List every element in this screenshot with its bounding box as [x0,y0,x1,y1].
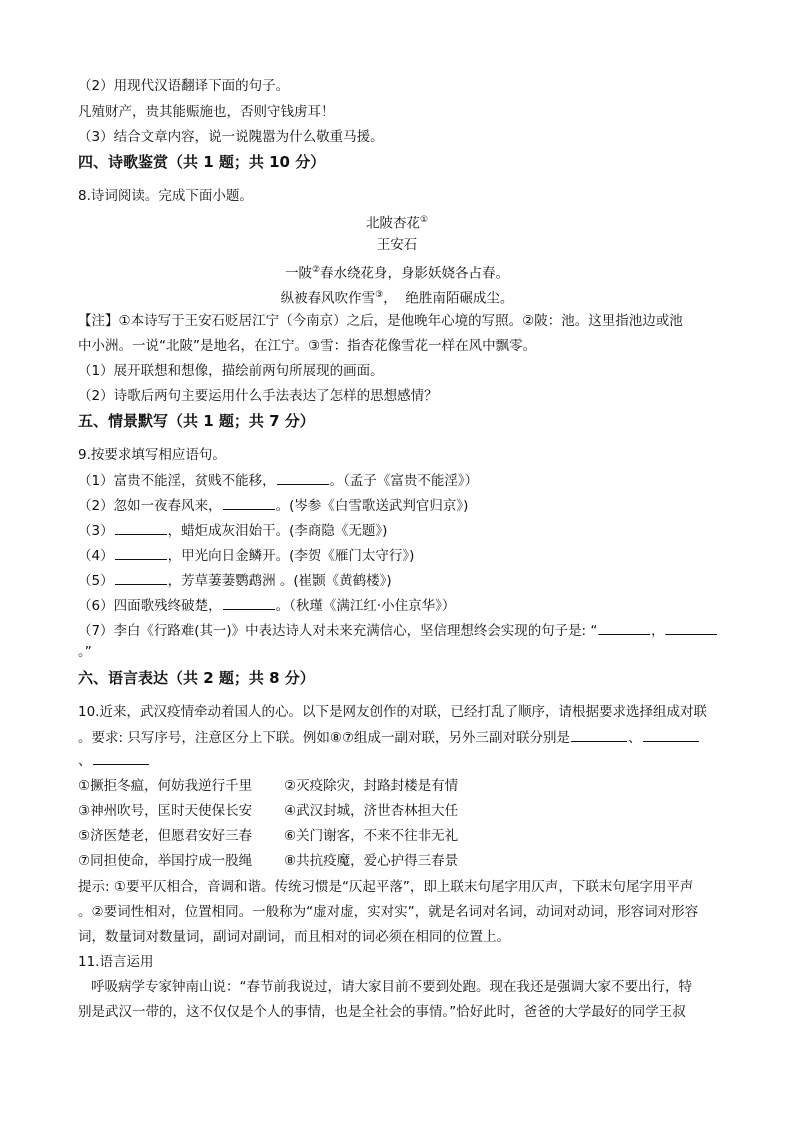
answer-blank[interactable] [115,545,167,560]
q10-line-3 [78,750,150,771]
poem-note-line-1: 【注】①本诗写于王安石贬居江宁（今南京）之后，是他晚年心境的写照。②陂：池。这里指池边或池 [78,313,683,329]
q8-sub2: （2）诗歌后两句主要运用什么手法表达了怎样的思想感情？ [78,388,438,404]
q9-item-5 [78,570,392,591]
section-4-title: 四、诗歌鉴赏（共 1 题；共 10 分） [78,153,326,171]
answer-blank[interactable] [93,750,149,765]
q10-tip-1: 提示: ①要平仄相合，音调和谐。传统习惯是“仄起平落”，即上联末句尾字用仄声，下联末句尾字用平声 [78,879,694,895]
section-6-title: 六、语言表达（共 2 题；共 8 分） [78,669,315,687]
q10-tip-3: 词，数量词对数量词，副词对副词，而且相对的词必须在相同的位置上。 [78,929,510,945]
poem-line-1-a: 一陂 [284,265,312,282]
q9-item-1 [78,470,478,491]
q9-item-4-text: （4） [78,548,114,564]
q9-item-7-end: 。” [78,644,92,660]
couplet-2: ②灭疫除灾，封路封楼是有情 [284,778,459,794]
q10-line-1: 10.近来，武汉疫情牵动着国人的心。以下是网友创作的对联，已经打乱了顺序，请根据要求选择组成对联 [78,704,707,720]
note-mark-1: ① [419,215,429,225]
answer-blank[interactable] [598,620,650,635]
answer-blank[interactable] [223,595,275,610]
couplet-4: ④武汉封城，济世杏林担大任 [284,803,459,819]
q10-separator: 、 [628,730,642,746]
q11-paragraph-line-2: 别是武汉一带的，这不仅仅是个人的事情，也是全社会的事情。”恰好此时，爸爸的大学最好的同学王叔 [78,1004,686,1020]
answer-blank[interactable] [115,570,167,585]
q11-title: 11.语言运用 [78,954,154,970]
couplet-5: ⑤济医楚老，但愿君安好三春 [78,828,253,844]
q9-item-7-comma: ， [651,623,665,639]
note-mark-3: ③ [375,290,384,300]
poem-note-line-2: 中小洲。一说“北陂”是地名，在江宁。③雪：指杏花像雪花一样在风中飘零。 [78,338,537,354]
q10-tip-2: 。②要词性相对，位置相同。一般称为“虚对虚，实对实”，就是名词对名词，动词对动词，形容词对形容 [78,904,699,920]
q9-item-3-text: （3） [78,523,114,539]
q11-paragraph-line-1: 呼吸病学专家钟南山说：“春节前我说过，请大家目前不要到处跑。现在我还是强调大家不要出行，特 [91,979,692,995]
poem-line-1-b: 春水绕花身，身影妖娆各占春。 [320,265,510,282]
q9-item-4-source: ，甲光向日金鳞开。(李贺《雁门太守行》) [167,548,415,564]
couplet-3: ③神州吹号，匡时天使保长安 [78,803,253,819]
q9-item-6-text: （6）四面歌残终破楚， [78,598,222,614]
couplet-8: ⑧共抗疫魔，爱心护得三春景 [284,853,459,869]
poem-author: 王安石 [376,237,418,253]
answer-blank[interactable] [277,470,329,485]
couplet-7: ⑦同担使命，举国拧成一股绳 [78,853,253,869]
q9-item-2-source: 。(岑参《白雪歌送武判官归京》) [275,498,469,514]
couplet-6: ⑥关门谢客，不来不往非无礼 [284,828,459,844]
q9-item-5-source: ，芳草萋萋鹦鹉洲 。(崔颢《黄鹤楼》) [167,573,392,589]
q9-item-2 [78,495,468,516]
q10-separator: 、 [78,753,92,769]
answer-blank[interactable] [666,620,718,635]
note-mark-2: ② [311,265,321,275]
q9-item-3 [78,520,387,541]
poem-title: 北陂杏花 [365,215,420,232]
q9-item-4 [78,545,414,566]
q9-intro: 9.按要求填写相应语句。 [78,447,226,463]
q9-item-1-source: 。（孟子《富贵不能淫》） [329,473,479,489]
couplet-1: ①撅拒冬瘟，何妨我逆行千里 [78,778,253,794]
q9-item-7 [78,620,718,641]
q9-item-7-text: （7）李白《行路难(其一)》中表达诗人对未来充满信心，坚信理想终会实现的句子是: “ [78,623,598,639]
poem-line-2-b: ， 绝胜南陌碾成尘。 [383,290,514,307]
q9-item-1-text: （1）富贵不能淫，贫贱不能移， [78,473,276,489]
q7-sub3: （3）结合文章内容，说一说隗嚣为什么敬重马援。 [78,129,384,145]
q10-line-2 [78,727,700,748]
q7-sentence: 凡殖财产，贵其能赈施也，否则守钱虏耳！ [78,104,335,120]
poem-line-1 [0,260,794,284]
q9-item-6 [78,595,455,616]
q7-sub2: （2）用现代汉语翻译下面的句子。 [78,78,290,94]
answer-blank[interactable] [223,495,275,510]
poem-line-2-a: 纵被春风吹作雪 [280,290,376,307]
poem-title-line [0,210,794,234]
answer-blank[interactable] [115,520,167,535]
q10-line-2-text: 。要求: 只写序号，注意区分上下联。例如⑧⑦组成一副对联，另外三副对联分别是 [78,730,571,746]
q8-intro: 8.诗词阅读。完成下面小题。 [78,188,253,204]
answer-blank[interactable] [643,727,699,742]
answer-blank[interactable] [571,727,627,742]
q9-item-3-source: ，蜡炬成灰泪始干。(李商隐《无题》) [167,523,388,539]
q9-item-5-text: （5） [78,573,114,589]
q9-item-2-text: （2）忽如一夜春风来， [78,498,222,514]
q9-item-6-source: 。（秋瑾《满江红·小住京华》） [275,598,456,614]
section-5-title: 五、情景默写（共 1 题；共 7 分） [78,412,315,430]
q8-sub1: （1）展开联想和想像，描绘前两句所展现的画面。 [78,363,384,379]
poem-line-2 [0,285,794,309]
